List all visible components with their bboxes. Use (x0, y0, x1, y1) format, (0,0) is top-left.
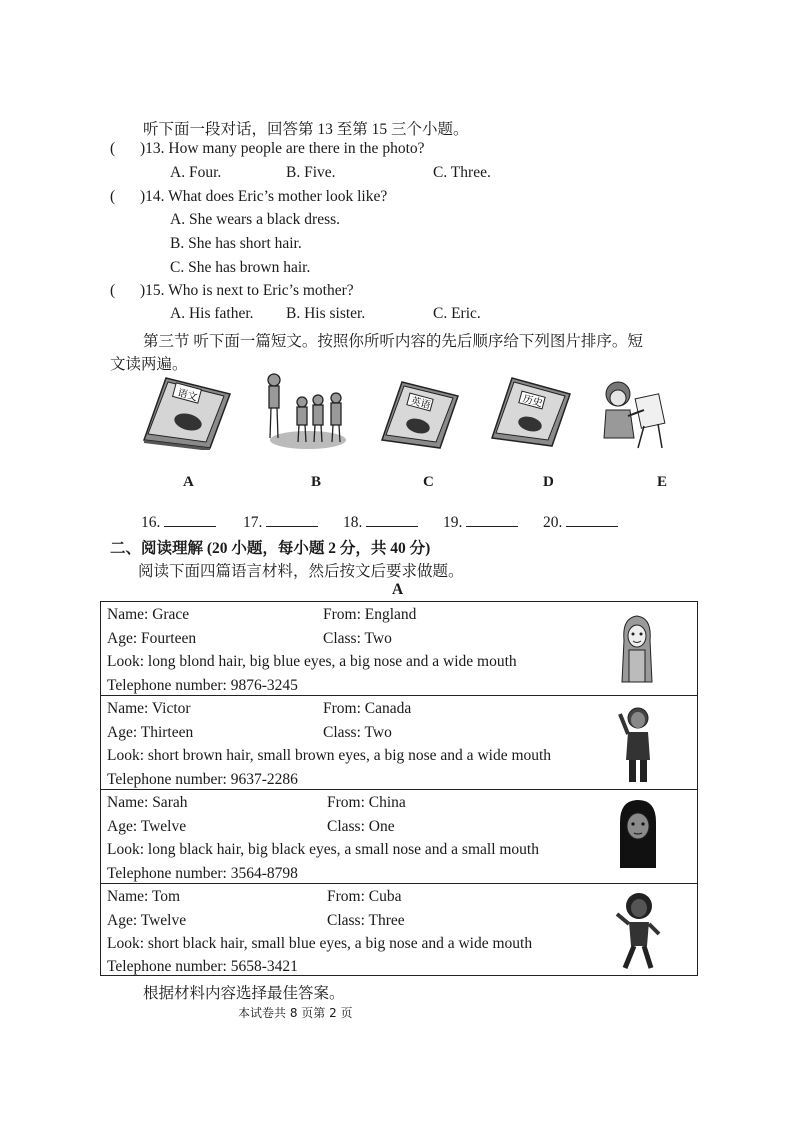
card-telephone: Telephone number: 5658-3421 (107, 958, 298, 975)
card-age: Age: Fourteen (107, 630, 197, 647)
section1-intro: 听下面一段对话，回答第 13 至第 15 三个小题。 (143, 121, 469, 138)
card-telephone: Telephone number: 3564-8798 (107, 865, 298, 882)
section3-instruction-line1: 第三节 听下面一篇短文。按照你所听内容的先后顺序给下列图片排序。短 (143, 333, 643, 350)
q13-option-a: A. Four. (170, 164, 222, 181)
picture-a-book-text: 语文 (176, 387, 199, 404)
picture-a-chinese-book (140, 372, 232, 450)
answer-blank-17[interactable] (266, 512, 318, 527)
q15-option-c: C. Eric. (433, 305, 481, 322)
q15-option-a: A. His father. (170, 305, 254, 322)
answer-blank-20[interactable] (566, 512, 618, 527)
picture-c-english-book (378, 378, 460, 452)
sarah-portrait (616, 798, 660, 876)
q13-option-b: B. Five. (286, 164, 336, 181)
blank-16[interactable]: 16. (141, 512, 216, 532)
q14-option-b: B. She has short hair. (170, 235, 302, 252)
profile-card-tom (100, 883, 698, 976)
picture-d-history-book (488, 374, 572, 450)
blank-18[interactable]: 18. (343, 512, 418, 532)
card-telephone: Telephone number: 9876-3245 (107, 677, 298, 694)
card-from: From: Canada (323, 700, 412, 717)
victor-portrait (614, 702, 660, 786)
card-class: Class: One (327, 818, 395, 835)
card-age: Age: Twelve (107, 818, 187, 835)
question-13: )13. How many people are there in the photo? (140, 140, 425, 157)
card-look: Look: long blond hair, big blue eyes, a big nose and a wide mouth (107, 653, 517, 670)
question-15: )15. Who is next to Eric’s mother? (140, 282, 354, 299)
card-name: Name: Grace (107, 606, 190, 623)
blank-19[interactable]: 19. (443, 512, 518, 532)
bracket-15: ( (110, 282, 116, 299)
card-from: From: England (323, 606, 417, 623)
reading-after-text: 根据材料内容选择最佳答案。 (143, 985, 345, 1002)
picture-b-label: B (311, 474, 322, 490)
card-class: Class: Two (323, 630, 392, 647)
picture-c-label: C (423, 474, 434, 490)
picture-a-label: A (183, 474, 194, 490)
q14-option-c: C. She has brown hair. (170, 259, 311, 276)
picture-b-students-group (262, 370, 354, 452)
picture-e-girl-drawing (598, 376, 670, 452)
card-name: Name: Tom (107, 888, 181, 905)
profile-card-victor (100, 695, 698, 790)
section3-instruction-line2: 文读两遍。 (110, 356, 188, 373)
card-class: Class: Two (323, 724, 392, 741)
answer-blank-19[interactable] (466, 512, 518, 527)
picture-e-label: E (657, 474, 668, 490)
q13-option-c: C. Three. (433, 164, 491, 181)
q14-option-a: A. She wears a black dress. (170, 211, 341, 228)
card-look: Look: short brown hair, small brown eyes, a big nose and a wide mouth (107, 747, 552, 764)
card-name: Name: Victor (107, 700, 191, 717)
answer-blank-18[interactable] (366, 512, 418, 527)
card-age: Age: Twelve (107, 912, 187, 929)
card-look: Look: short black hair, small blue eyes, a big nose and a wide mouth (107, 935, 533, 952)
bracket-13: ( (110, 140, 116, 157)
blank-17[interactable]: 17. (243, 512, 318, 532)
reading-subheading: 阅读下面四篇语言材料，然后按文后要求做题。 (138, 563, 464, 580)
card-class: Class: Three (327, 912, 405, 929)
reading-heading: 二、阅读理解 (20 小题，每小题 2 分，共 40 分) (110, 540, 431, 557)
grace-portrait (618, 610, 656, 690)
card-age: Age: Thirteen (107, 724, 194, 741)
card-telephone: Telephone number: 9637-2286 (107, 771, 298, 788)
profile-card-grace (100, 601, 698, 696)
tom-portrait (613, 888, 663, 974)
blank-20[interactable]: 20. (543, 512, 618, 532)
answer-blank-16[interactable] (164, 512, 216, 527)
profile-card-sarah (100, 789, 698, 884)
picture-d-book-text: 历史 (521, 393, 544, 410)
picture-d-label: D (543, 474, 554, 490)
page-footer: 本试卷共 8 页第 2 页 (238, 1006, 353, 1020)
card-look: Look: long black hair, big black eyes, a small nose and a small mouth (107, 841, 539, 858)
question-14: )14. What does Eric’s mother look like? (140, 188, 388, 205)
card-from: From: Cuba (327, 888, 402, 905)
q15-option-b: B. His sister. (286, 305, 366, 322)
card-from: From: China (327, 794, 406, 811)
card-name: Name: Sarah (107, 794, 188, 811)
picture-c-book-text: 英语 (409, 395, 432, 412)
passage-a-label: A (392, 581, 404, 598)
bracket-14: ( (110, 188, 116, 205)
